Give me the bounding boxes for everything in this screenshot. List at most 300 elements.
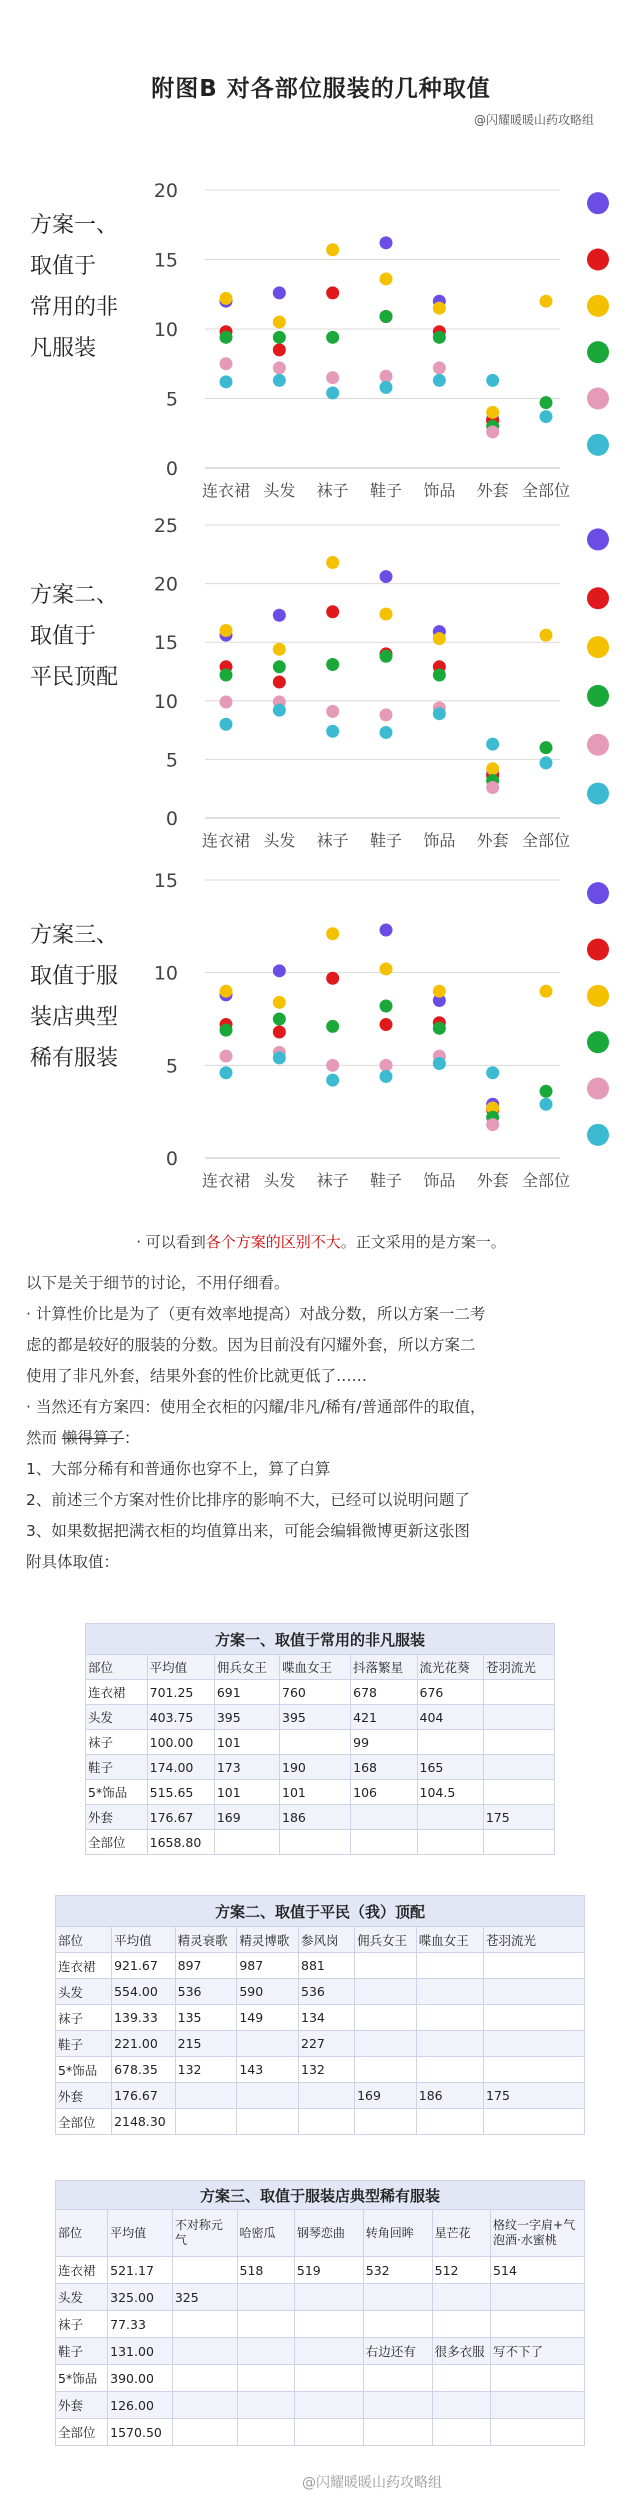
data-point-cyan [220, 375, 233, 388]
table-cell: 173 [214, 1755, 279, 1780]
data-point-yellow [326, 243, 339, 256]
table-cell: 全部位 [86, 1830, 148, 1855]
table-title-row [56, 2181, 585, 2210]
table-cell [363, 2365, 432, 2392]
table-cell: 头发 [56, 2284, 108, 2311]
data-point-pink [380, 370, 393, 383]
table-cell [172, 2392, 237, 2419]
table-cell: 132 [299, 2057, 355, 2083]
table-cell: 897 [175, 1953, 237, 1979]
data-point-pink [220, 1050, 233, 1063]
data-point-yellow [433, 302, 446, 315]
table-header-row [56, 2210, 585, 2257]
table-row [56, 2109, 585, 2135]
table-cell [416, 2031, 483, 2057]
data-point-cyan [540, 756, 553, 769]
table-cell [491, 2365, 585, 2392]
data-point-cyan [540, 410, 553, 423]
data-point-cyan [273, 1051, 286, 1064]
table-cell: 126.00 [108, 2392, 173, 2419]
table-cell: 519 [294, 2257, 363, 2284]
data-point-red [326, 286, 339, 299]
chart1-label-line: 方案一、 [30, 213, 119, 238]
table-cell: 532 [363, 2257, 432, 2284]
table-cell: 131.00 [108, 2338, 173, 2365]
table-cell: 106 [351, 1780, 417, 1805]
table-cell: 512 [432, 2257, 490, 2284]
paragraph: · 计算性价比是为了（更有效率地提高）对战分数，所以方案一二考 [26, 1305, 486, 1323]
table-cell [432, 2419, 490, 2446]
table-cell: 很多衣服 [432, 2338, 490, 2365]
data-point-green [273, 1013, 286, 1026]
column-header: 苍羽流光 [484, 1927, 585, 1953]
table-cell: 169 [214, 1805, 279, 1830]
y-tick-label: 5 [165, 388, 178, 411]
data-point-pink [380, 708, 393, 721]
data-point-cyan [273, 704, 286, 717]
data-point-green [220, 1024, 233, 1037]
table-cell: 135 [175, 2005, 237, 2031]
legend-dot-cyan [587, 783, 609, 805]
table-cell: 外套 [56, 2392, 108, 2419]
table-cell: 写不下了 [491, 2338, 585, 2365]
legend-dot-purple [587, 882, 609, 904]
table-cell [280, 1830, 351, 1855]
table-cell: 外套 [56, 2083, 112, 2109]
table-cell [432, 2392, 490, 2419]
data-point-green [273, 660, 286, 673]
data-point-cyan [273, 374, 286, 387]
data-point-green [380, 650, 393, 663]
y-tick-label: 0 [165, 458, 178, 480]
data-point-red [326, 972, 339, 985]
summary-note [0, 1231, 642, 1252]
table-row [86, 1780, 555, 1805]
paragraph: 附具体取值： [26, 1553, 120, 1571]
table-cell: 1658.80 [147, 1830, 214, 1855]
table-cell [237, 2109, 299, 2135]
column-header: 流光花葵 [417, 1655, 483, 1680]
data-point-red [273, 676, 286, 689]
struck-text: 懒得算了 [61, 1429, 124, 1447]
data-point-red [273, 343, 286, 356]
data-point-green [326, 1020, 339, 1033]
paragraph: 2、前述三个方案对性价比排序的影响不大，已经可以说明问题了 [26, 1491, 470, 1509]
table-cell [483, 1755, 554, 1780]
table-cell [299, 2083, 355, 2109]
table-title-row [86, 1624, 555, 1655]
table-cell: 227 [299, 2031, 355, 2057]
data-point-red [380, 1018, 393, 1031]
x-tick-label: 连衣裙 [201, 481, 251, 500]
table-row [56, 2083, 585, 2109]
paragraph: · 当然还有方案四：使用全衣柜的闪耀/非凡/稀有/普通部件的取值， [26, 1398, 486, 1416]
data-point-yellow [486, 406, 499, 419]
table-cell [294, 2311, 363, 2338]
table-cell [491, 2284, 585, 2311]
table-cell [214, 1830, 279, 1855]
table-cell: 421 [351, 1705, 417, 1730]
table-cell: 连衣裙 [56, 2257, 108, 2284]
table-cell: 袜子 [56, 2311, 108, 2338]
table-cell: 536 [299, 1979, 355, 2005]
table-cell [237, 2338, 294, 2365]
table-cell: 连衣裙 [56, 1953, 112, 1979]
data-point-pink [273, 361, 286, 374]
y-tick-label: 10 [153, 690, 178, 713]
table-cell: 174.00 [147, 1755, 214, 1780]
data-point-yellow [380, 608, 393, 621]
column-header: 平均值 [108, 2210, 173, 2257]
data-point-green [433, 331, 446, 344]
chart1-label-line: 常用的非 [30, 295, 119, 320]
table-cell: 101 [214, 1730, 279, 1755]
table-cell: 518 [237, 2257, 294, 2284]
table-row [86, 1830, 555, 1855]
table-cell [237, 2365, 294, 2392]
column-header: 苍羽流光 [483, 1655, 554, 1680]
data-point-green [220, 669, 233, 682]
table-cell: 袜子 [86, 1730, 148, 1755]
data-point-pink [220, 695, 233, 708]
data-point-green [380, 1000, 393, 1013]
table-cell: 全部位 [56, 2419, 108, 2446]
chart2-label-line: 平民顶配 [30, 665, 119, 690]
table-cell [491, 2419, 585, 2446]
data-point-green [540, 396, 553, 409]
table-cell [172, 2311, 237, 2338]
data-point-yellow [273, 316, 286, 329]
legend-dot-yellow [587, 636, 609, 658]
data-point-green [273, 331, 286, 344]
table-cell [484, 1953, 585, 1979]
data-point-yellow [326, 556, 339, 569]
table-cell [483, 1830, 554, 1855]
table-cell: 176.67 [112, 2083, 176, 2109]
table-cell: 鞋子 [86, 1755, 148, 1780]
table-title: 方案三、取值于服装店典型稀有服装 [56, 2181, 585, 2210]
y-tick-label: 15 [153, 870, 178, 892]
column-header: 佣兵女王 [214, 1655, 279, 1680]
column-header: 喋血女王 [280, 1655, 351, 1680]
data-point-green [433, 1022, 446, 1035]
table-cell [484, 2005, 585, 2031]
table-cell [432, 2365, 490, 2392]
table-cell [416, 1979, 483, 2005]
data-point-pink [486, 1118, 499, 1131]
data-point-red [273, 1025, 286, 1038]
data-point-green [540, 1085, 553, 1098]
x-tick-label: 袜子 [316, 481, 349, 500]
table-row [86, 1755, 555, 1780]
y-tick-label: 15 [153, 249, 178, 272]
table-cell: 鞋子 [56, 2031, 112, 2057]
table-row [56, 1979, 585, 2005]
table-cell [483, 1780, 554, 1805]
data-point-cyan [326, 725, 339, 738]
table-row [56, 2284, 585, 2311]
table-cell [294, 2284, 363, 2311]
data-point-pink [486, 425, 499, 438]
table-plan-1 [85, 1623, 555, 1855]
table-cell: 143 [237, 2057, 299, 2083]
data-point-red [326, 605, 339, 618]
note-suffix: 。正文采用的是方案一。 [340, 1233, 506, 1251]
table-plan-2 [55, 1895, 585, 2135]
table-row [56, 2419, 585, 2446]
table-cell [483, 1730, 554, 1755]
legend-dot-purple [587, 192, 609, 214]
chart3-label-line: 方案三、 [30, 923, 119, 948]
table-cell [355, 2031, 417, 2057]
legend-dot-green [587, 1031, 609, 1053]
table-cell [172, 2257, 237, 2284]
table-cell [294, 2419, 363, 2446]
table-cell: 403.75 [147, 1705, 214, 1730]
table-cell: 175 [484, 2083, 585, 2109]
data-point-cyan [326, 1074, 339, 1087]
column-header: 精灵博歌 [237, 1927, 299, 1953]
data-point-cyan [220, 1066, 233, 1079]
table-cell [416, 2109, 483, 2135]
table-cell: 390.00 [108, 2365, 173, 2392]
table-cell: 404 [417, 1705, 483, 1730]
data-point-yellow [220, 624, 233, 637]
table-cell: 678.35 [112, 2057, 176, 2083]
x-tick-label: 全部位 [521, 1171, 571, 1190]
column-header: 格纹一字肩+气泡酒·水蜜桃 [491, 2210, 585, 2257]
chart1-label-line: 凡服装 [30, 336, 97, 361]
table-cell [175, 2083, 237, 2109]
data-point-cyan [433, 707, 446, 720]
data-point-yellow [220, 292, 233, 305]
data-point-yellow [540, 295, 553, 308]
data-point-green [540, 741, 553, 754]
table-cell: 186 [416, 2083, 483, 2109]
data-point-cyan [486, 1066, 499, 1079]
data-point-pink [326, 1059, 339, 1072]
table-cell [172, 2338, 237, 2365]
table-cell [280, 1730, 351, 1755]
table-cell: 头发 [86, 1705, 148, 1730]
y-tick-label: 0 [165, 1148, 178, 1170]
table-cell [484, 2109, 585, 2135]
table-cell: 921.67 [112, 1953, 176, 1979]
table-row [56, 2257, 585, 2284]
data-point-cyan [486, 738, 499, 751]
table-title-row [56, 1896, 585, 1927]
table-header-row [56, 1927, 585, 1953]
column-header: 喋血女王 [416, 1927, 483, 1953]
table-cell [483, 1680, 554, 1705]
data-point-yellow [433, 985, 446, 998]
table-cell [355, 2109, 417, 2135]
paragraph: 3、如果数据把满衣柜的均值算出来，可能会编辑微博更新这张图 [26, 1522, 470, 1540]
paragraph: 虑的都是较好的服装的分数。因为目前没有闪耀外套，所以方案二 [26, 1336, 476, 1354]
table-cell: 215 [175, 2031, 237, 2057]
legend-dot-red [587, 939, 609, 961]
table-cell: 175 [483, 1805, 554, 1830]
table-cell: 2148.30 [112, 2109, 176, 2135]
table-cell: 132 [175, 2057, 237, 2083]
table-cell [417, 1805, 483, 1830]
x-tick-label: 连衣裙 [201, 831, 251, 850]
column-header: 转角回眸 [363, 2210, 432, 2257]
y-tick-label: 10 [153, 319, 178, 341]
table-cell [294, 2338, 363, 2365]
data-point-green [326, 331, 339, 344]
table-cell [417, 1730, 483, 1755]
data-point-purple [273, 286, 286, 299]
table-cell [294, 2392, 363, 2419]
y-tick-label: 5 [165, 749, 178, 772]
author-credit: @闪耀暖暖山药攻略组 [473, 113, 594, 127]
x-tick-label: 袜子 [316, 831, 349, 850]
legend-dot-pink [587, 1078, 609, 1100]
table-cell [237, 2311, 294, 2338]
table-cell: 760 [280, 1680, 351, 1705]
data-point-pink [486, 781, 499, 794]
table-cell: 5*饰品 [56, 2057, 112, 2083]
data-point-cyan [380, 726, 393, 739]
table-cell [484, 2031, 585, 2057]
table-cell: 678 [351, 1680, 417, 1705]
data-point-pink [220, 357, 233, 370]
legend-dot-purple [587, 528, 609, 550]
note-highlight: 各个方案的区别不大 [205, 1233, 341, 1251]
column-header: 抖落繁星 [351, 1655, 417, 1680]
y-tick-label: 25 [153, 515, 178, 537]
data-point-yellow [326, 927, 339, 940]
data-point-cyan [380, 1070, 393, 1083]
table-cell [363, 2311, 432, 2338]
data-point-yellow [540, 985, 553, 998]
x-tick-label: 头发 [263, 481, 296, 500]
table-cell: 676 [417, 1680, 483, 1705]
table-cell: 袜子 [56, 2005, 112, 2031]
data-point-cyan [326, 386, 339, 399]
table-cell [417, 1830, 483, 1855]
table-cell: 169 [355, 2083, 417, 2109]
column-header: 精灵衰歌 [175, 1927, 237, 1953]
x-tick-label: 头发 [263, 831, 296, 850]
discussion-text [26, 1268, 626, 1578]
table-cell: 691 [214, 1680, 279, 1705]
paragraph: 使用了非凡外套，结果外套的性价比就更低了…… [26, 1367, 368, 1385]
chart2-label-line: 方案二、 [30, 583, 119, 608]
table-cell: 168 [351, 1755, 417, 1780]
paragraph [26, 1423, 626, 1454]
table-cell: 101 [280, 1780, 351, 1805]
column-header: 平均值 [147, 1655, 214, 1680]
table-cell [237, 2284, 294, 2311]
table-cell: 101 [214, 1780, 279, 1805]
x-tick-label: 鞋子 [369, 481, 403, 500]
table-plan-3 [55, 2180, 585, 2446]
data-point-cyan [486, 374, 499, 387]
y-tick-label: 20 [153, 573, 178, 596]
x-tick-label: 外套 [476, 831, 509, 850]
table-cell: 头发 [56, 1979, 112, 2005]
table-row [56, 2392, 585, 2419]
chart3-label-line: 取值于服 [30, 964, 119, 989]
legend-dot-cyan [587, 1124, 609, 1146]
column-header: 部位 [56, 1927, 112, 1953]
table-cell [491, 2311, 585, 2338]
table-title: 方案一、取值于常用的非凡服装 [86, 1624, 555, 1655]
table-cell: 536 [175, 1979, 237, 2005]
table-cell: 99 [351, 1730, 417, 1755]
data-point-green [380, 310, 393, 323]
chart-1-scatter [0, 170, 642, 510]
data-point-cyan [433, 1057, 446, 1070]
table-cell [416, 2005, 483, 2031]
table-cell [355, 2057, 417, 2083]
table-row [56, 2365, 585, 2392]
chart2-label-line: 取值于 [30, 624, 97, 649]
column-header: 不对称元气 [172, 2210, 237, 2257]
column-header: 哈密瓜 [237, 2210, 294, 2257]
x-tick-label: 外套 [476, 1171, 509, 1190]
data-point-purple [380, 570, 393, 583]
table-cell: 1570.50 [108, 2419, 173, 2446]
table-cell: 176.67 [147, 1805, 214, 1830]
y-tick-label: 0 [165, 808, 178, 830]
table-cell [172, 2419, 237, 2446]
y-tick-label: 20 [153, 180, 178, 202]
column-header: 部位 [86, 1655, 148, 1680]
table-cell [237, 2031, 299, 2057]
data-point-green [220, 331, 233, 344]
table-cell [484, 1979, 585, 2005]
table-cell: 554.00 [112, 1979, 176, 2005]
data-point-green [433, 669, 446, 682]
table-header-row [86, 1655, 555, 1680]
data-point-yellow [273, 996, 286, 1009]
legend-dot-pink [587, 734, 609, 756]
table-cell [172, 2365, 237, 2392]
table-cell [483, 1705, 554, 1730]
column-header: 佣兵女王 [355, 1927, 417, 1953]
table-row [86, 1680, 555, 1705]
table-cell: 右边还有 [363, 2338, 432, 2365]
table-cell [351, 1805, 417, 1830]
table-cell: 149 [237, 2005, 299, 2031]
legend-dot-green [587, 341, 609, 363]
data-point-cyan [380, 381, 393, 394]
legend-dot-cyan [587, 434, 609, 456]
chart-2-scatter [0, 505, 642, 860]
table-cell [351, 1830, 417, 1855]
table-row [56, 2031, 585, 2057]
table-cell [363, 2284, 432, 2311]
data-point-yellow [540, 629, 553, 642]
table-cell [237, 2083, 299, 2109]
x-tick-label: 饰品 [423, 831, 456, 850]
table-row [56, 2057, 585, 2083]
page-title: 附图B 对各部位服装的几种取值 [151, 76, 491, 102]
x-tick-label: 饰品 [423, 481, 456, 500]
paragraph-tail: ： [123, 1429, 140, 1447]
table-cell: 395 [214, 1705, 279, 1730]
table-cell: 104.5 [417, 1780, 483, 1805]
table-cell [432, 2311, 490, 2338]
x-tick-label: 全部位 [521, 831, 571, 850]
table-row [56, 1953, 585, 1979]
data-point-purple [273, 964, 286, 977]
data-point-yellow [273, 643, 286, 656]
x-tick-label: 鞋子 [369, 1171, 403, 1190]
